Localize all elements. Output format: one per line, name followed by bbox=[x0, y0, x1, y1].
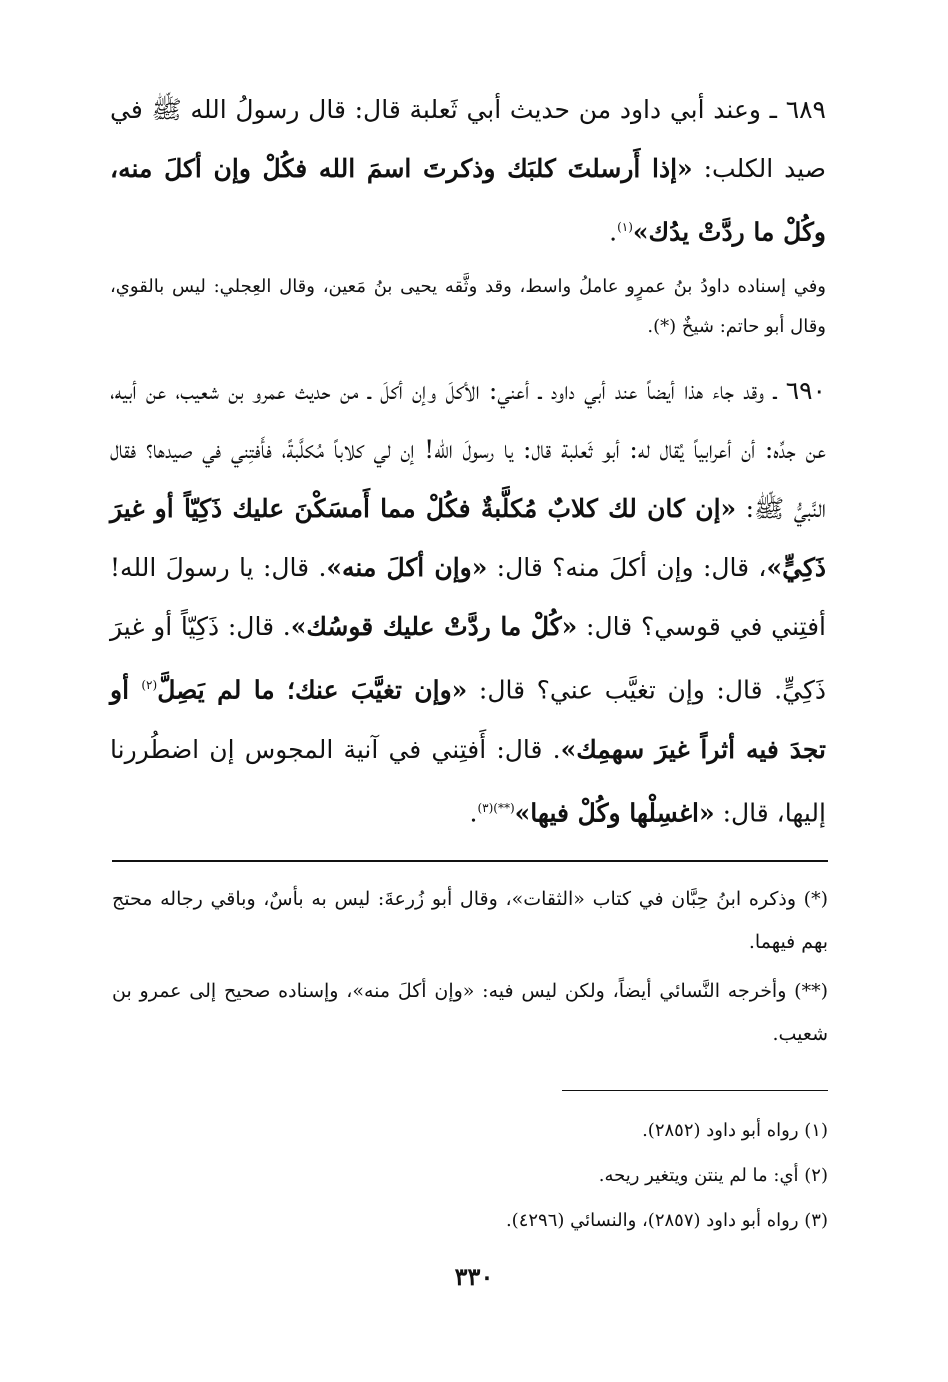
editor-comments bbox=[112, 878, 828, 1062]
comments-divider bbox=[112, 860, 828, 862]
main-text bbox=[110, 80, 826, 842]
hadith-690-text-2: ، قال: وإن أكلَ منه؟ قال: bbox=[487, 553, 767, 583]
hadith-690-quote-2: «وإن أكلَ منه» bbox=[326, 553, 488, 583]
footnote-1: (١) رواه أبو داود (٢٨٥٢). bbox=[642, 1120, 828, 1141]
hadith-690-quote-3: «كُلْ ما ردَّتْ عليك قوسُك» bbox=[290, 612, 578, 642]
hadith-690-text-1: ٦٩٠ ـ وقد جاء هذا أيضاً عند أبي داود ـ أعني: الأكلَ وإن أكلَ ـ من حديث عمرو بن شعيب، عن أبيه، عن جدِّه: أن أعرابياً يُقال له: أبو ثَعلبة قال: يا رسولَ الله! إن لي كلاباً مُكلَّبةً، فأَفتِني في صيدها؟ فقال النَّبيُّ ﷺ: bbox=[110, 376, 826, 524]
hadith-689-intro: ٦٨٩ ـ وعند أبي داود من حديث أبي ثَعلبة قال: قال رسولُ الله ﷺ في صيد الكلب: bbox=[110, 95, 827, 183]
hadith-689-end: . bbox=[609, 217, 618, 247]
hadith-690-text-3: . قال: يا رسولَ الله! أفتِني في قوسي؟ قال: bbox=[110, 553, 826, 642]
footnote-3: (٣) رواه أبو داود (٢٨٥٧)، والنسائي (٤٢٩٦). bbox=[505, 1210, 828, 1231]
footnote-ref-3[interactable]: (**)(٣) bbox=[477, 800, 515, 815]
hadith-690-quote-4b: أو تجدَ فيه أثراً غيرَ سهمِك» bbox=[110, 675, 826, 764]
hadith-690-quote-4: «وإن تغيَّبَ عنك؛ ما لم يَصِلَّ bbox=[157, 675, 468, 705]
hadith-690-text-4: . قال: ذَكِيّاً أو غيرَ ذَكِيٍّ. قال: وإن تغيَّب عني؟ قال: bbox=[110, 612, 826, 705]
hadith-690-text-5: . قال: أَفتِني في آنية المجوس إن اضطُررنا إليها، قال: bbox=[110, 734, 826, 827]
hadith-689 bbox=[110, 80, 826, 261]
footnotes bbox=[112, 1108, 828, 1243]
hadith-690-quote-5: «اغسِلْها وكُلْ فيها» bbox=[514, 797, 715, 827]
hadith-690-end: . bbox=[469, 797, 478, 827]
page-number: ٣٣٠ bbox=[454, 1262, 494, 1291]
footnotes-divider bbox=[562, 1090, 828, 1091]
comment-1: (*) وذكره ابنُ حِبَّان في كتاب «الثقات»، وقال أبو زُرعةَ: ليس به بأسٌ، وباقي رجاله محتج بهم فيهما. bbox=[112, 888, 828, 953]
footnote-ref-1[interactable]: (١) bbox=[617, 220, 633, 234]
hadith-690 bbox=[110, 361, 826, 842]
note-689: وفي إسناده داودُ بنُ عمرٍو عاملُ واسط، وقد وثَّقه يحيى بنُ مَعين، وقال العِجلي: ليس بالقوي، وقال أبو حاتم: شيخٌ (*). bbox=[110, 276, 826, 338]
comment-2: (**) وأخرجه النَّسائي أيضاً، ولكن ليس فيه: «وإن أكلَ منه»، وإسناده صحيح إلى عمرو بن شعيب. bbox=[112, 980, 828, 1045]
hadith-690-quote-1: «إن كان لك كلابٌ مُكلَّبةٌ فكُلْ مما أَمسَكْنَ عليك ذَكِيّاً أو غيرَ ذَكِيٍّ» bbox=[110, 494, 826, 583]
footnote-ref-2[interactable]: (٢) bbox=[141, 678, 158, 693]
footnote-2: (٢) أي: ما لم ينتن ويتغير ريحه. bbox=[598, 1165, 828, 1186]
hadith-689-quote: «إذا أَرسلتَ كلبَك وذكرتَ اسمَ الله فكُلْ وإن أكلَ منه، وكُلْ ما ردَّتْ يدُك» bbox=[110, 154, 826, 247]
